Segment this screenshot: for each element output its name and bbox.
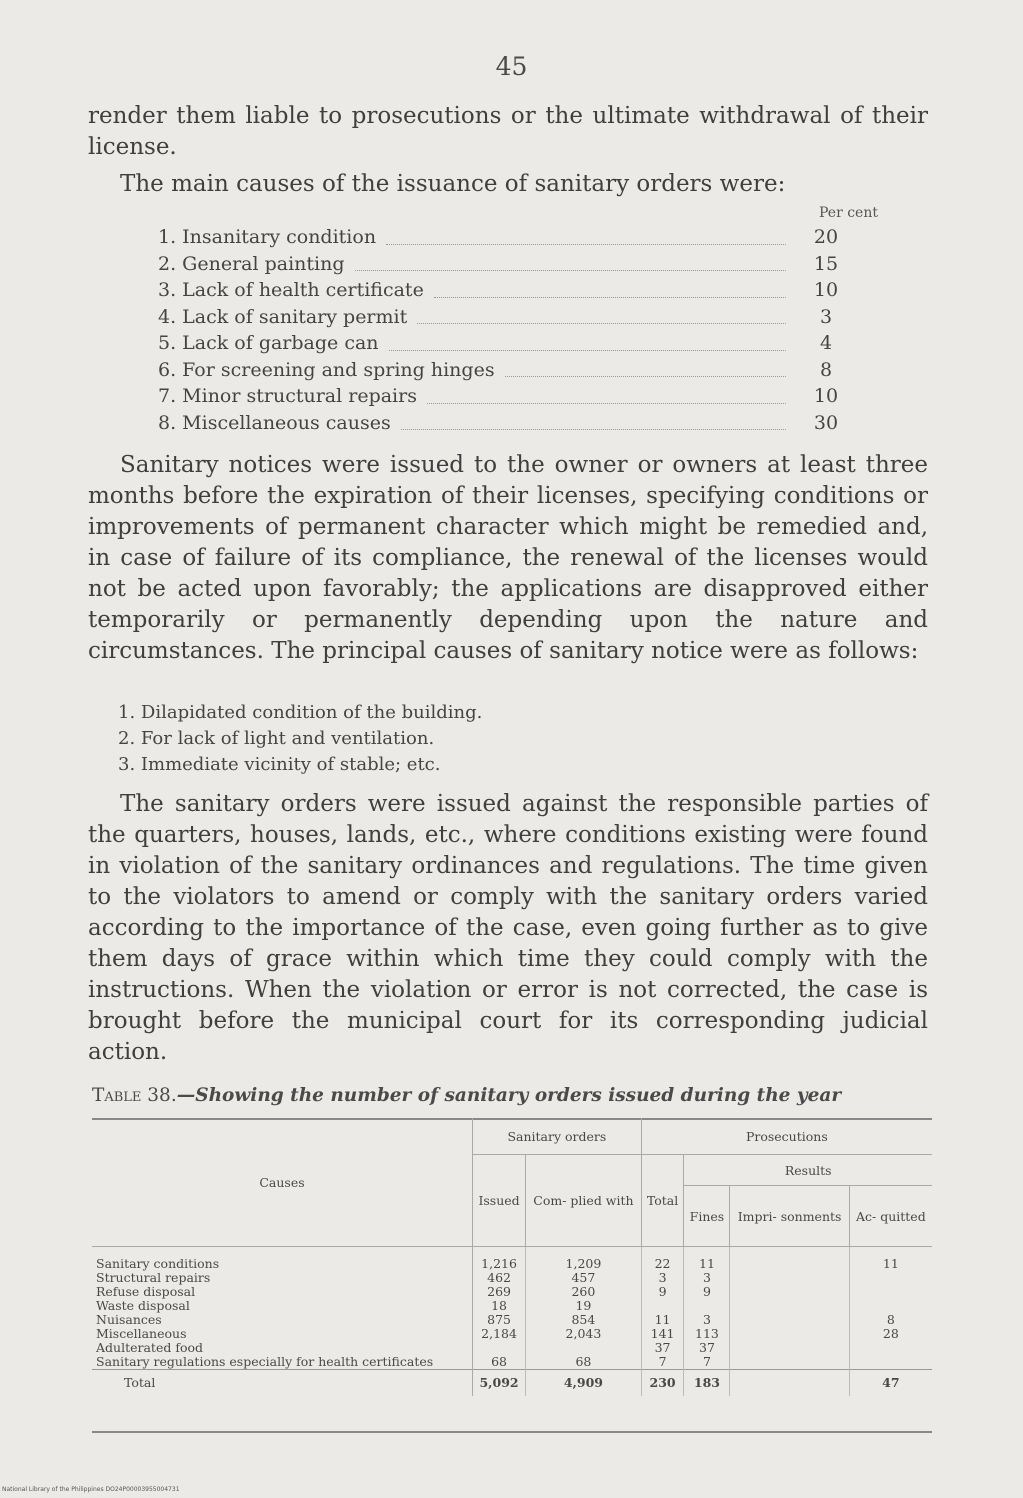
dot-leader (401, 429, 786, 430)
row-cause-text: Waste disposal (96, 1298, 190, 1313)
paragraph-main-causes-intro: The main causes of the issuance of sanitary orders were: (120, 171, 786, 197)
cell-total: 22 (641, 1247, 684, 1272)
table-caption (92, 1085, 932, 1106)
row-cause-text: Nuisances (96, 1312, 162, 1327)
cause-percent: 4 (819, 332, 833, 354)
cell-acquitted: 8 (886, 1312, 895, 1327)
cell-acquitted: 28 (882, 1326, 899, 1341)
cell-fines: 113 (684, 1327, 730, 1341)
notice-cause-item: 1. Dilapidated condition of the building. (118, 702, 483, 723)
cause-label: 1. Insanitary condition (158, 226, 377, 248)
cell-issued: 2,184 (473, 1327, 526, 1341)
cell-complied: 260 (526, 1285, 642, 1299)
cell-issued (473, 1341, 526, 1355)
page-number: 45 (495, 52, 528, 81)
cell-issued: 68 (473, 1355, 526, 1370)
cause-row (158, 385, 858, 412)
cell-imprisonments (730, 1285, 849, 1299)
header-total: Total (641, 1155, 684, 1247)
cause-label: 4. Lack of sanitary permit (158, 305, 408, 328)
cause-row (158, 279, 858, 306)
cell-imprisonments (730, 1341, 849, 1355)
dot-leader (386, 244, 786, 245)
cause-row (158, 332, 858, 359)
table-label: Table 38. (92, 1085, 177, 1106)
row-cause (92, 1313, 473, 1327)
cell-fines: 3 (684, 1271, 730, 1285)
cell-fines: 3 (684, 1313, 730, 1327)
header-fines: Fines (684, 1186, 730, 1247)
cell-fines (684, 1299, 730, 1313)
row-cause-text: Sanitary regulations especially for health certificates (96, 1354, 434, 1369)
header-issued: Issued (473, 1155, 526, 1247)
cell-fines: 37 (684, 1341, 730, 1355)
cause-label: 3. Lack of health certificate (158, 279, 424, 301)
cause-row (158, 226, 858, 253)
cause-percent: 3 (819, 305, 833, 328)
cause-row (158, 253, 858, 280)
cell-acquitted (849, 1271, 932, 1285)
paragraph-sanitary-notices: Sanitary notices were issued to the owner or owners at least three months before the expiration of their licenses, specifying conditions or improvements of permanent character which might be remedied and, in case of failure of its compliance, the renewal of the licenses would not be acted upon favorably; the applications are disapproved either temporarily or permanently depending upon the nature and circumstances. The principal causes of sanitary notice were as follows: (88, 452, 928, 664)
header-sanitary-orders: Sanitary orders (473, 1118, 642, 1155)
cell-imprisonments (730, 1313, 849, 1327)
cell-total (641, 1299, 684, 1313)
cell-imprisonments (730, 1370, 849, 1397)
cause-percent: 15 (813, 252, 839, 275)
cell-total: 141 (641, 1327, 684, 1341)
cell-fines: 11 (684, 1247, 730, 1272)
row-cause (92, 1327, 473, 1341)
cell-imprisonments (730, 1247, 849, 1272)
row-cause-text: Adulterated food (96, 1340, 204, 1355)
cell-issued: 1,216 (473, 1247, 526, 1272)
dot-leader (434, 297, 786, 298)
table-bottom-rule (92, 1431, 932, 1433)
cell-total: 37 (641, 1341, 684, 1355)
row-cause (92, 1370, 473, 1397)
cell-complied: 2,043 (526, 1327, 642, 1341)
cause-percent: 10 (813, 279, 839, 301)
header-prosecutions: Prosecutions (641, 1118, 932, 1155)
cell-complied: 1,209 (526, 1247, 642, 1272)
row-cause (92, 1341, 473, 1355)
cell-issued: 875 (473, 1313, 526, 1327)
row-cause (92, 1285, 473, 1299)
cell-total: 3 (641, 1271, 684, 1285)
row-cause-text: Sanitary conditions (96, 1256, 220, 1271)
cause-row (158, 306, 858, 333)
table-38 (92, 1118, 932, 1396)
header-results: Results (684, 1155, 932, 1186)
table-row (92, 1299, 932, 1313)
cell-fines: 7 (684, 1355, 730, 1370)
table-row (92, 1370, 932, 1397)
sanitary-order-causes-list (158, 226, 858, 438)
cell-complied: 457 (526, 1271, 642, 1285)
cause-label: 6. For screening and spring hinges (158, 358, 495, 381)
footer-source: National Library of the Philippines DO24P00003955004731 (2, 1486, 180, 1493)
paragraph-sanitary-orders: The sanitary orders were issued against the responsible parties of the quarters, houses, lands, etc., where conditions existing were found in violation of the sanitary ordinances and regulations. The time given to the violators to amend or comply with the sanitary orders varied according to the importance of the case, even going further as to give them days of grace within which time they could comply with the instructions. When the violation or error is not corrected, the case is brought before the municipal court for its corresponding judicial action. (88, 791, 928, 1065)
sanitary-notice-causes-list (118, 702, 818, 780)
dot-leader (389, 350, 786, 351)
cell-acquitted (849, 1299, 932, 1313)
table-row (92, 1247, 932, 1272)
row-cause (92, 1355, 473, 1370)
dot-leader (427, 403, 786, 404)
table-body (92, 1247, 932, 1397)
paragraph-continuation: render them liable to prosecutions or the ultimate withdrawal of their license. (88, 103, 928, 160)
row-cause-text: Refuse disposal (96, 1284, 196, 1299)
cause-label: 5. Lack of garbage can (158, 332, 379, 354)
row-cause-text: Miscellaneous (96, 1326, 187, 1341)
cell-imprisonments (730, 1271, 849, 1285)
table-row (92, 1285, 932, 1299)
row-cause (92, 1247, 473, 1272)
notice-cause-item: 3. Immediate vicinity of stable; etc. (118, 754, 441, 775)
table-row (92, 1271, 932, 1285)
cause-percent: 8 (819, 358, 833, 381)
cell-issued: 18 (473, 1299, 526, 1313)
cause-row (158, 412, 858, 439)
cause-label: 8. Miscellaneous causes (158, 411, 391, 434)
cell-fines: 183 (684, 1370, 730, 1397)
notice-cause-item: 2. For lack of light and ventilation. (118, 728, 435, 749)
table-row (92, 1341, 932, 1355)
cell-acquitted (849, 1355, 932, 1370)
cell-total: 11 (641, 1313, 684, 1327)
cell-total: 7 (641, 1355, 684, 1370)
cause-label: 2. General painting (158, 252, 345, 275)
cell-complied: 68 (526, 1355, 642, 1370)
row-cause (92, 1271, 473, 1285)
dot-leader (355, 270, 786, 271)
cell-imprisonments (730, 1355, 849, 1370)
row-cause-text: Structural repairs (96, 1270, 211, 1285)
cell-issued: 5,092 (473, 1370, 526, 1397)
row-cause (92, 1299, 473, 1313)
sanitary-orders-table (92, 1118, 932, 1396)
cause-row (158, 359, 858, 386)
table-row (92, 1313, 932, 1327)
dot-leader (417, 323, 786, 324)
cell-total: 9 (641, 1285, 684, 1299)
cause-percent: 10 (813, 385, 839, 407)
percent-column-header: Per cent (819, 205, 878, 221)
cause-percent: 20 (813, 226, 839, 248)
dot-leader (505, 376, 786, 377)
cell-acquitted (849, 1285, 932, 1299)
cell-complied (526, 1341, 642, 1355)
cell-complied: 19 (526, 1299, 642, 1313)
cell-acquitted: 47 (849, 1370, 932, 1397)
table-row (92, 1327, 932, 1341)
cause-label: 7. Minor structural repairs (158, 385, 417, 407)
cell-fines: 9 (684, 1285, 730, 1299)
row-cause-text: Total (124, 1375, 156, 1390)
header-acquitted: Ac- quitted (849, 1186, 932, 1247)
cell-complied: 854 (526, 1313, 642, 1327)
cell-imprisonments (730, 1299, 849, 1313)
cell-issued: 462 (473, 1271, 526, 1285)
header-imprisonments: Impri- sonments (730, 1186, 849, 1247)
cell-issued: 269 (473, 1285, 526, 1299)
cell-acquitted: 11 (882, 1256, 899, 1271)
table-title: —Showing the number of sanitary orders issued during the year (176, 1085, 842, 1106)
cell-complied: 4,909 (526, 1370, 642, 1397)
cell-imprisonments (730, 1327, 849, 1341)
header-causes: Causes (92, 1118, 473, 1247)
cause-percent: 30 (813, 411, 839, 434)
header-complied: Com- plied with (526, 1155, 642, 1247)
cell-total: 230 (641, 1370, 684, 1397)
table-row (92, 1355, 932, 1370)
cell-acquitted (849, 1341, 932, 1355)
